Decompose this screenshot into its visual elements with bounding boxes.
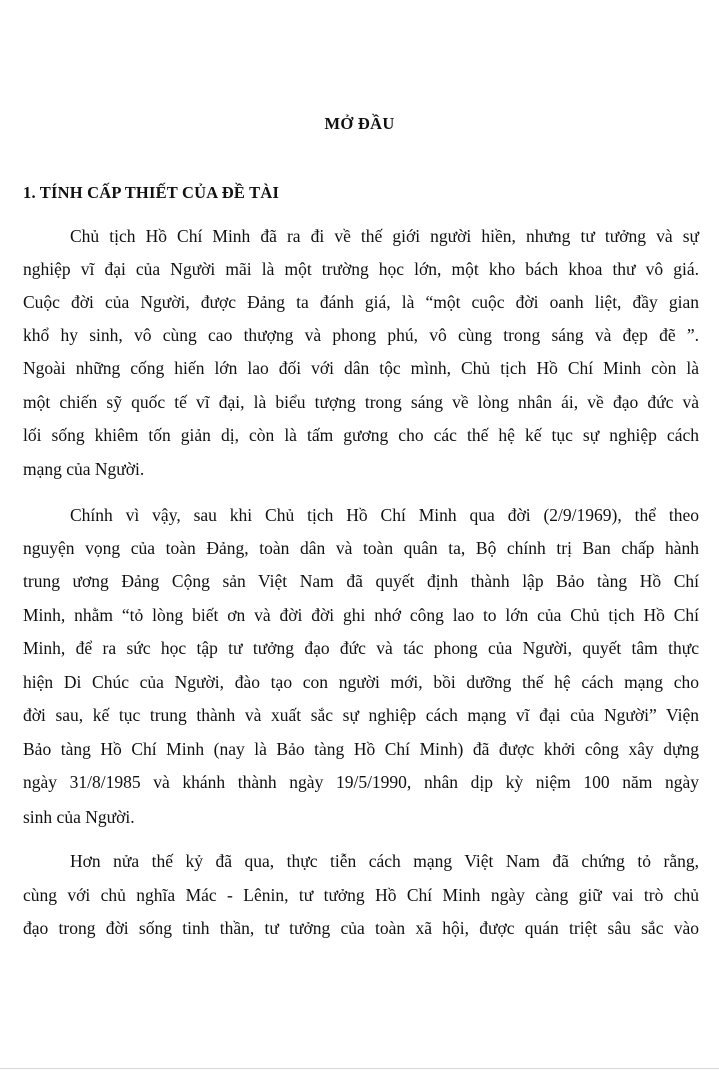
paragraph-line: trung ương Đảng Cộng sản Việt Nam đã quyết định thành lập Bảo tàng Hồ Chí (23, 571, 699, 591)
paragraph-line: Cuộc đời của Người, được Đảng ta đánh giá, là “một cuộc đời oanh liệt, đầy gian (23, 292, 699, 312)
paragraph-line: Bảo tàng Hồ Chí Minh (nay là Bảo tàng Hồ Chí Minh) đã được khởi công xây dựng (23, 739, 699, 759)
section-heading: 1. TÍNH CẤP THIẾT CỦA ĐỀ TÀI (23, 183, 280, 202)
paragraph-line: ngày 31/8/1985 và khánh thành ngày 19/5/1990, nhân dịp kỳ niệm 100 năm ngày (23, 772, 699, 792)
paragraph-line: lối sống khiêm tốn giản dị, còn là tấm gương cho các thế hệ kế tục sự nghiệp cách (23, 425, 699, 445)
page-bottom-edge (0, 1068, 719, 1069)
paragraph-line: Minh, nhằm “tỏ lòng biết ơn và đời đời ghi nhớ công lao to lớn của Chủ tịch Hồ Chí (23, 605, 699, 625)
paragraph-line: mạng của Người. (23, 459, 145, 479)
paragraph-line: sinh của Người. (23, 807, 135, 827)
paragraph-line: đạo trong đời sống tinh thần, tư tưởng của toàn xã hội, được quán triệt sâu sắc vào (23, 918, 699, 938)
paragraph-line: Ngoài những cống hiến lớn lao đối với dân tộc mình, Chủ tịch Hồ Chí Minh còn là (23, 358, 699, 378)
paragraph-line: khổ hy sinh, vô cùng cao thượng và phong phú, vô cùng trong sáng và đẹp đẽ ”. (23, 325, 699, 345)
page-title: MỞ ĐẦU (324, 114, 395, 133)
paragraph-line: một chiến sỹ quốc tế vĩ đại, là biểu tượng trong sáng về lòng nhân ái, về đạo đức và (23, 392, 699, 412)
paragraph-line: nguyện vọng của toàn Đảng, toàn dân và toàn quân ta, Bộ chính trị Ban chấp hành (23, 538, 699, 558)
paragraph-line: cùng với chủ nghĩa Mác - Lênin, tư tưởng Hồ Chí Minh ngày càng giữ vai trò chủ (23, 885, 699, 905)
paragraph-line: đời sau, kế tục trung thành và xuất sắc sự nghiệp cách mạng vĩ đại của Người” Viện (23, 705, 699, 725)
paragraph-line: Chính vì vậy, sau khi Chủ tịch Hồ Chí Minh qua đời (2/9/1969), thể theo (70, 505, 699, 525)
paragraph-line: Chủ tịch Hồ Chí Minh đã ra đi về thế giới người hiền, nhưng tư tưởng và sự (70, 226, 699, 246)
paragraph-line: Minh, để ra sức học tập tư tưởng đạo đức và tác phong của Người, quyết tâm thực (23, 638, 699, 658)
paragraph-line: nghiệp vĩ đại của Người mãi là một trường học lớn, một kho bách khoa thư vô giá. (23, 259, 699, 279)
paragraph-line: Hơn nửa thế kỷ đã qua, thực tiễn cách mạng Việt Nam đã chứng tỏ rằng, (70, 851, 699, 871)
paragraph-line: hiện Di Chúc của Người, đào tạo con người mới, bồi dưỡng thế hệ cách mạng cho (23, 672, 699, 692)
